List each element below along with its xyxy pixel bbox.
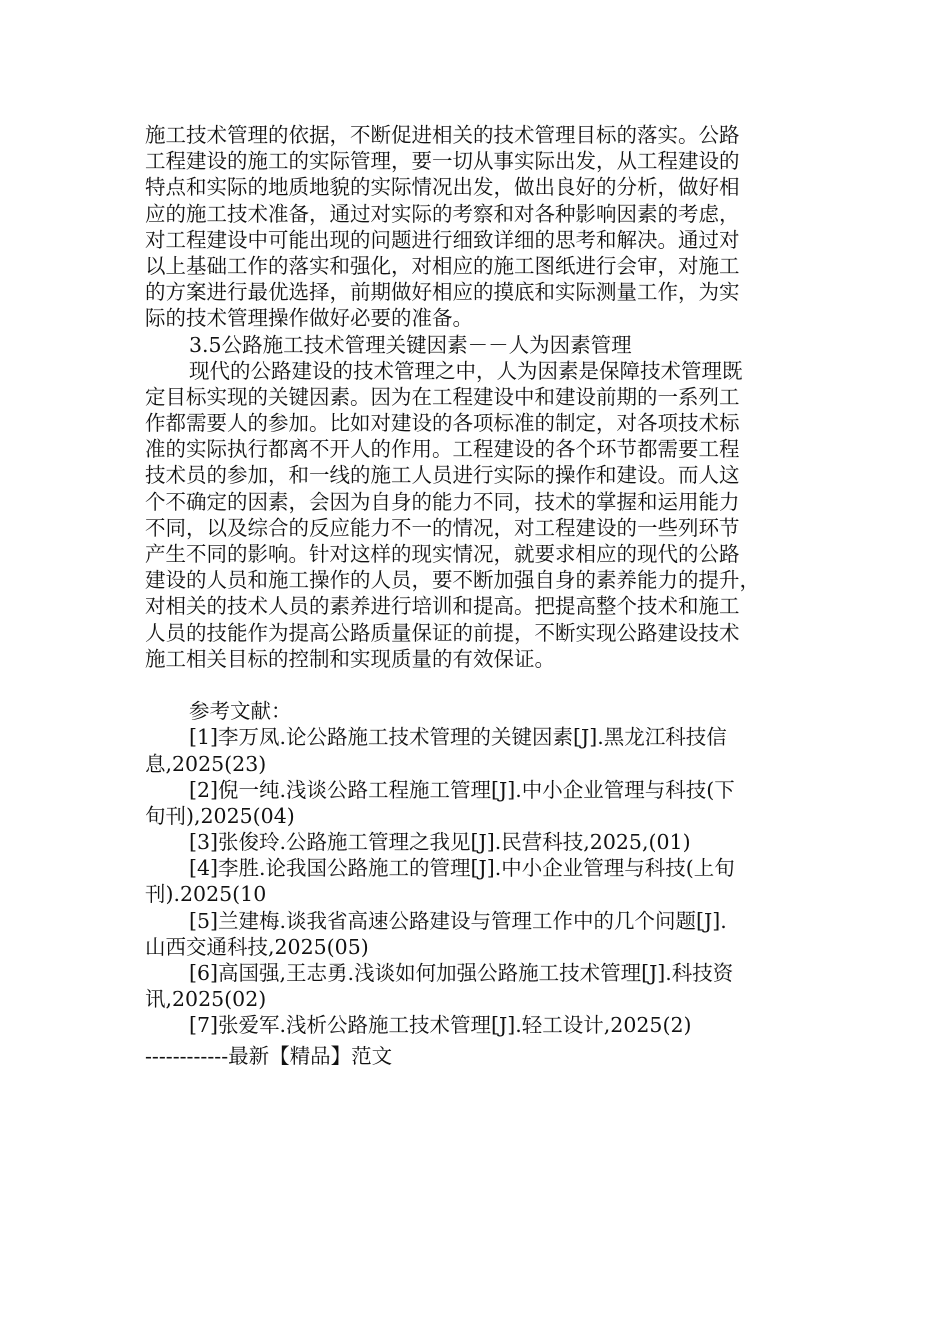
text-line: 施工技术管理的依据，不断促进相关的技术管理目标的落实。公路 bbox=[145, 123, 740, 147]
text-line: 特点和实际的地质地貌的实际情况出发，做出良好的分析，做好相 bbox=[145, 175, 740, 200]
text-line: 准的实际执行都离不开人的作用。工程建设的各个环节都需要工程 bbox=[145, 437, 740, 462]
text-line: 对相关的技术人员的素养进行培训和提高。把提高整个技术和施工 bbox=[145, 594, 740, 619]
text-line: 施工相关目标的控制和实现质量的有效保证。 bbox=[145, 646, 555, 671]
references-heading: 参考文献： bbox=[189, 699, 292, 724]
reference-item: [4]李胜.论我国公路施工的管理[J].中小企业管理与科技(上旬 bbox=[189, 856, 735, 881]
text-line: 对工程建设中可能出现的问题进行细致详细的思考和解决。通过对 bbox=[145, 227, 740, 252]
footer-banner: ------------最新【精品】范文 bbox=[145, 1044, 393, 1068]
text-line: 作都需要人的参加。比如对建设的各项标准的制定，对各项技术标 bbox=[145, 411, 740, 436]
text-line: 人员的技能作为提高公路质量保证的前提，不断实现公路建设技术 bbox=[145, 620, 740, 645]
reference-item: [7]张爱军.浅析公路施工技术管理[J].轻工设计,2025(2) bbox=[189, 1013, 692, 1038]
blank-line bbox=[145, 672, 805, 698]
document-body bbox=[145, 122, 805, 1039]
text-line: 以上基础工作的落实和强化，对相应的施工图纸进行会审，对施工 bbox=[145, 253, 740, 278]
text-line: 个不确定的因素，会因为自身的能力不同，技术的掌握和运用能力 bbox=[145, 489, 740, 514]
text-line: 建设的人员和施工操作的人员，要不断加强自身的素养能力的提升， bbox=[145, 568, 760, 593]
reference-item: [1]李万凤.论公路施工技术管理的关键因素[J].黑龙江科技信 bbox=[189, 725, 727, 750]
text-line: 产生不同的影响。针对这样的现实情况，就要求相应的现代的公路 bbox=[145, 542, 740, 566]
references-section bbox=[145, 698, 805, 1038]
reference-item: [6]高国强,王志勇.浅谈如何加强公路施工技术管理[J].科技资 bbox=[189, 961, 734, 985]
text-line: 的方案进行最优选择，前期做好相应的摸底和实际测量工作，为实 bbox=[145, 280, 740, 305]
text-line: 现代的公路建设的技术管理之中，人为因素是保障技术管理既 bbox=[189, 358, 743, 383]
reference-item-continuation: 山西交通科技,2025(05) bbox=[145, 934, 369, 959]
text-line: 际的技术管理操作做好必要的准备。 bbox=[145, 306, 473, 331]
reference-item: [3]张俊玲.公路施工管理之我见[J].民营科技,2025,(01) bbox=[189, 830, 691, 855]
reference-item-continuation: 旬刊),2025(04) bbox=[145, 803, 295, 828]
intro-paragraph bbox=[145, 122, 805, 332]
text-line: 技术员的参加，和一线的施工人员进行实际的操作和建设。而人这 bbox=[145, 463, 740, 488]
reference-item: [2]倪一纯.浅谈公路工程施工管理[J].中小企业管理与科技(下 bbox=[189, 777, 735, 802]
text-line: 不同，以及综合的反应能力不一的情况，对工程建设的一些列环节 bbox=[145, 515, 740, 540]
text-line: 工程建设的施工的实际管理，要一切从事实际出发，从工程建设的 bbox=[145, 149, 740, 174]
main-paragraph bbox=[145, 358, 805, 672]
text-line: 定目标实现的关键因素。因为在工程建设中和建设前期的一系列工 bbox=[145, 384, 740, 409]
section-heading: 3.5公路施工技术管理关键因素－－人为因素管理 bbox=[189, 332, 632, 357]
reference-item-continuation: 刊).2025(10 bbox=[145, 882, 267, 907]
text-line: 应的施工技术准备，通过对实际的考察和对各种影响因素的考虑， bbox=[145, 201, 740, 226]
reference-item-continuation: 息,2025(23) bbox=[145, 751, 267, 776]
reference-item-continuation: 讯,2025(02) bbox=[145, 987, 267, 1012]
reference-item: [5]兰建梅.谈我省高速公路建设与管理工作中的几个问题[J]. bbox=[189, 908, 727, 933]
